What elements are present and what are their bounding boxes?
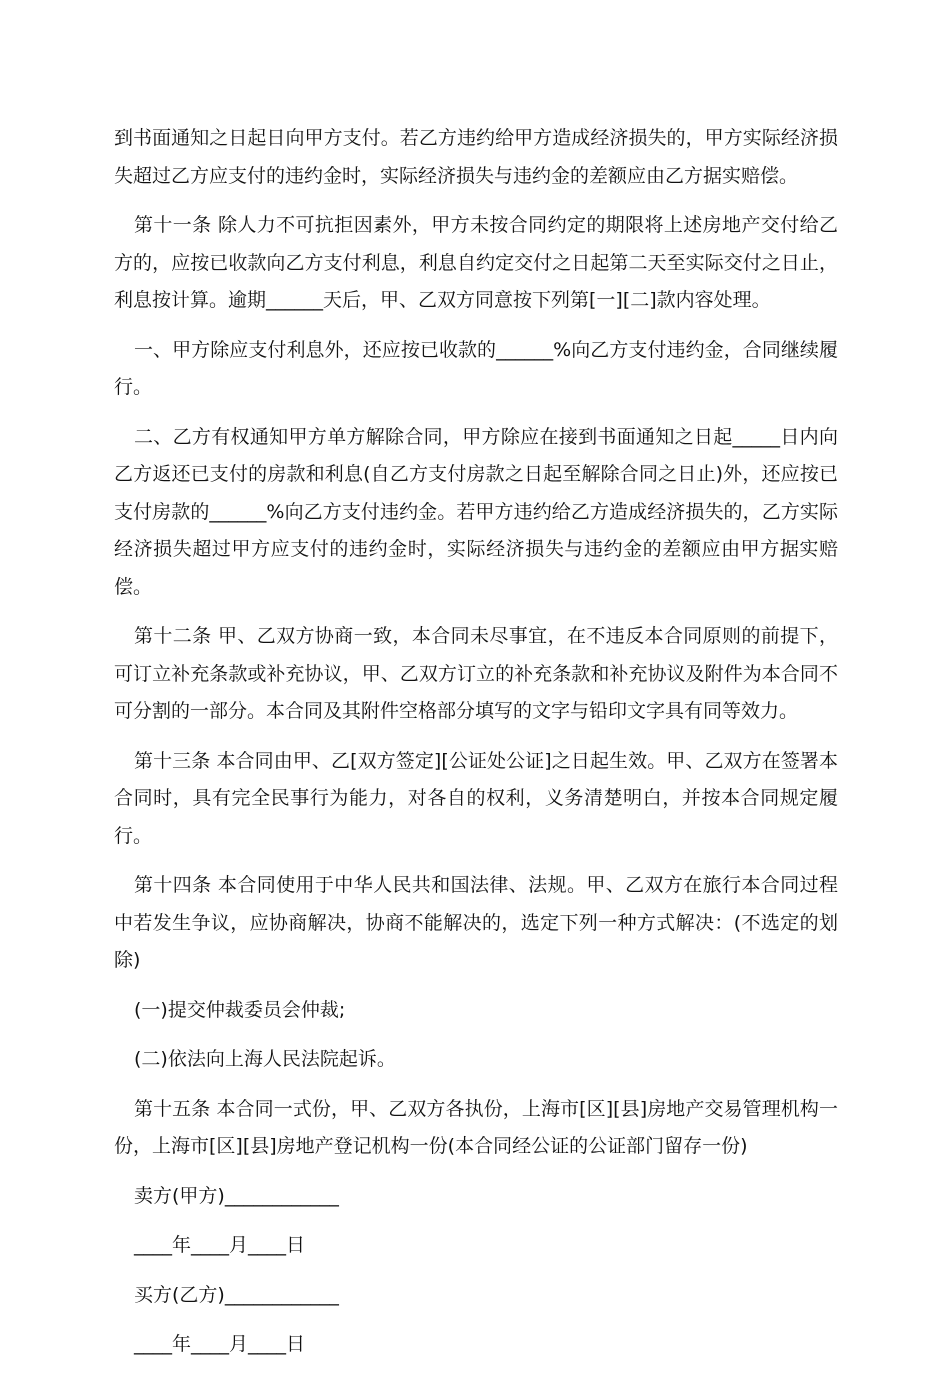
buyer-date-line: ____年____月____日 <box>134 1333 306 1355</box>
paragraph-clause-2: 二、乙方有权通知甲方单方解除合同，甲方除应在接到书面通知之日起_____日内向乙方返还已支付的房款和利息(自乙方支付房款之日起至解除合同之日止)外，还应按已支付房款的______%向乙方支付违约金。若甲方违约给乙方造成经济损失的，乙方实际经济损失超过甲方应支付的违约金时，实际经济损失与违约金的差额应由甲方据实赔偿。 <box>114 425 838 598</box>
paragraph-option-court: (二)依法向上海人民法院起诉。 <box>134 1048 396 1070</box>
paragraph-clause-1: 一、甲方除应支付利息外，还应按已收款的______%向乙方支付违约金，合同继续履行。 <box>114 338 838 398</box>
paragraph-article-13: 第十三条 本合同由甲、乙[双方签定][公证处公证]之日起生效。甲、乙双方在签署本合同时，具有完全民事行为能力，对各自的权利，义务清楚明白，并按本合同规定履行。 <box>114 749 838 847</box>
paragraph-article-11: 第十一条 除人力不可抗拒因素外，甲方未按合同约定的期限将上述房地产交付给乙方的，应按已收款向乙方支付利息，利息自约定交付之日起第二天至实际交付之日止，利息按计算。逾期______天后，甲、乙双方同意按下列第[一][二]款内容处理。 <box>114 214 838 311</box>
paragraph-option-arbitration: (一)提交仲裁委员会仲裁; <box>134 998 346 1021</box>
seller-signature-line: 卖方(甲方)____________ <box>134 1184 339 1207</box>
seller-date-line: ____年____月____日 <box>134 1234 306 1256</box>
buyer-signature-line: 买方(乙方)____________ <box>134 1283 339 1306</box>
paragraph-article-15: 第十五条 本合同一式份，甲、乙双方各执份，上海市[区][县]房地产交易管理机构一份，上海市[区][县]房地产登记机构一份(本合同经公证的公证部门留存一份) <box>114 1097 838 1157</box>
document-body <box>114 120 838 1376</box>
paragraph-article-14: 第十四条 本合同使用于中华人民共和国法律、法规。甲、乙双方在旅行本合同过程中若发生争议，应协商解决，协商不能解决的，选定下列一种方式解决：(不选定的划除) <box>114 874 838 971</box>
paragraph-continuation: 到书面通知之日起日向甲方支付。若乙方违约给甲方造成经济损失的，甲方实际经济损失超过乙方应支付的违约金时，实际经济损失与违约金的差额应由乙方据实赔偿。 <box>114 127 838 187</box>
paragraph-article-12: 第十二条 甲、乙双方协商一致，本合同未尽事宜，在不违反本合同原则的前提下，可订立补充条款或补充协议，甲、乙双方订立的补充条款和补充协议及附件为本合同不可分割的一部分。本合同及其附件空格部分填写的文字与铅印文字具有同等效力。 <box>114 625 838 722</box>
